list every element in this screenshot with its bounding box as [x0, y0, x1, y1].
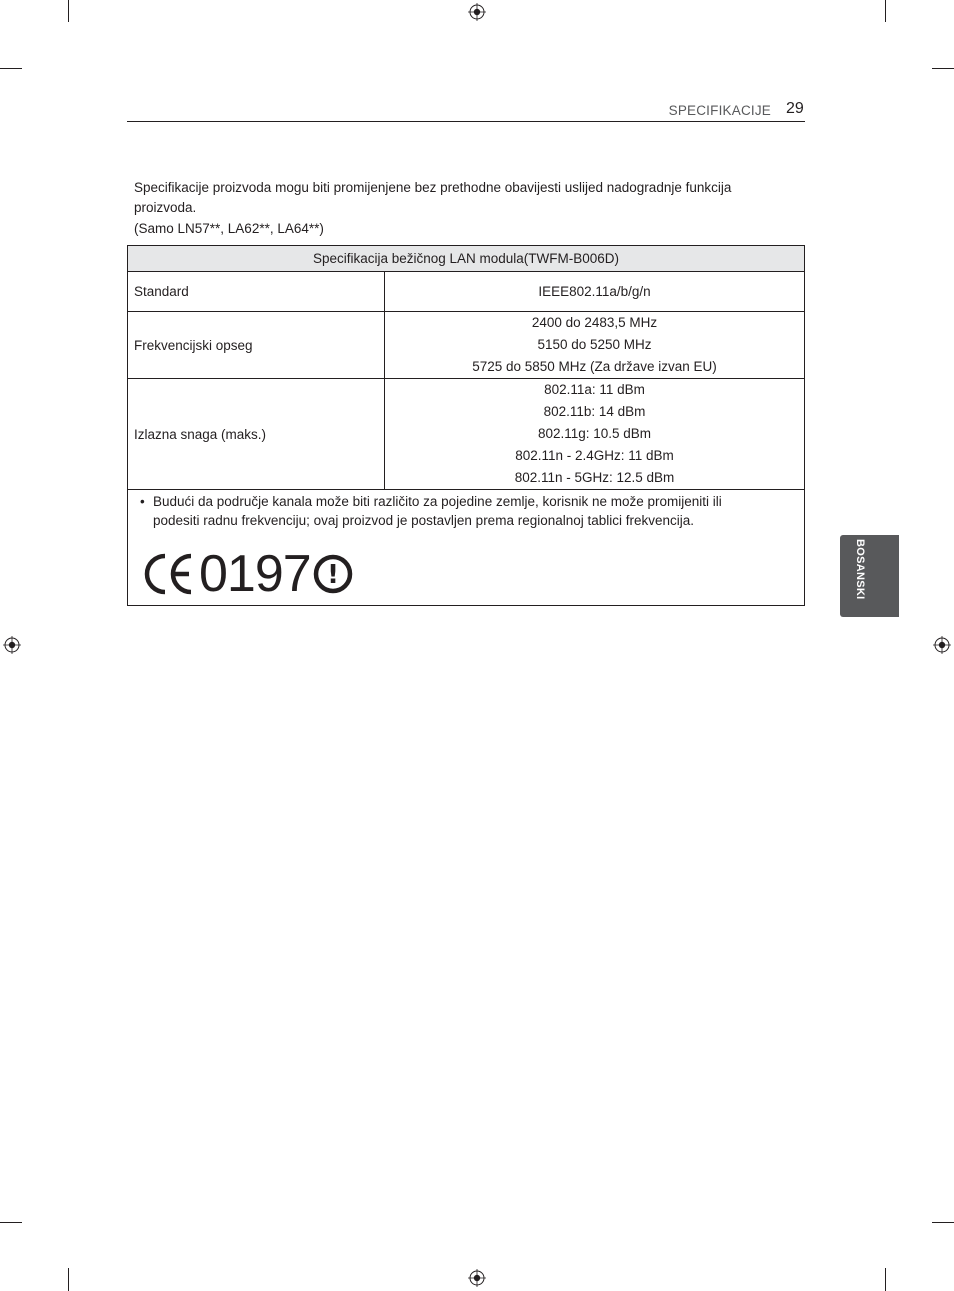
row-value-output-power	[385, 379, 805, 490]
registration-mark-icon	[468, 1269, 486, 1287]
page-number: 29	[786, 100, 804, 117]
value-line: 802.11b: 14 dBm	[543, 404, 646, 419]
ce-marking	[141, 545, 798, 603]
intro-text: Specifikacije proizvoda mogu biti promijenjene bez prethodne obavijesti uslijed nadogradnje funkcija proizvoda.	[134, 180, 732, 215]
crop-mark-bottom-right-v	[885, 1268, 886, 1291]
ce-mark-icon	[141, 552, 195, 596]
value-line: IEEE802.11a/b/g/n	[538, 283, 651, 299]
row-value-standard	[385, 272, 805, 312]
crop-mark-bottom-left-v	[68, 1268, 69, 1291]
registration-mark-icon	[3, 636, 21, 654]
row-label-frequency: Frekvencijski opseg	[128, 312, 385, 379]
notified-body-number: 0197	[199, 545, 311, 603]
crop-mark-top-left-h	[0, 68, 22, 69]
table-title: Specifikacija bežičnog LAN modula(TWFM-B006D)	[128, 246, 805, 272]
notes-cell	[128, 490, 805, 606]
channel-note	[134, 490, 798, 530]
crop-mark-top-right-h	[932, 68, 954, 69]
value-line: 2400 do 2483,5 MHz	[531, 315, 658, 330]
value-line: 5725 do 5850 MHz (Za države izvan EU)	[472, 359, 717, 374]
table-header-row	[128, 246, 805, 272]
registration-mark-icon	[468, 3, 486, 21]
header-rule	[127, 121, 805, 122]
channel-note-text: Budući da područje kanala može biti različito za pojedine zemlje, korisnik ne može promijeniti ili podesiti radnu frekvenciju; ovaj proizvod je postavljen prema regionalnoj tablici frekvencija.	[153, 494, 722, 528]
row-value-frequency	[385, 312, 805, 379]
value-line: 802.11n - 5GHz: 12.5 dBm	[514, 470, 675, 485]
table-notes-row	[128, 490, 805, 606]
table-row	[128, 272, 805, 312]
crop-mark-bottom-left-h	[0, 1222, 22, 1223]
value-line: 802.11n - 2.4GHz: 11 dBm	[515, 448, 674, 463]
bullet: •	[140, 494, 145, 509]
section-title: SPECIFIKACIJE	[668, 103, 771, 118]
row-label-output-power: Izlazna snaga (maks.)	[128, 379, 385, 490]
language-tab-label: BOSANSKI	[854, 539, 866, 600]
language-tab	[840, 535, 899, 617]
value-line: 802.11a: 11 dBm	[544, 382, 645, 397]
crop-mark-top-left-v	[68, 0, 69, 22]
table-row	[128, 379, 805, 490]
crop-mark-bottom-right-h	[932, 1222, 954, 1223]
value-line: 5150 do 5250 MHz	[537, 337, 652, 352]
value-line: 802.11g: 10.5 dBm	[537, 426, 652, 441]
registration-mark-icon	[933, 636, 951, 654]
row-label-standard: Standard	[128, 272, 385, 312]
alert-class2-icon	[313, 554, 353, 594]
crop-mark-top-right-v	[885, 0, 886, 22]
spec-table	[127, 245, 805, 606]
svg-text:!: !	[326, 560, 339, 590]
table-row	[128, 312, 805, 379]
models-note: (Samo LN57**, LA62**, LA64**)	[134, 221, 324, 236]
